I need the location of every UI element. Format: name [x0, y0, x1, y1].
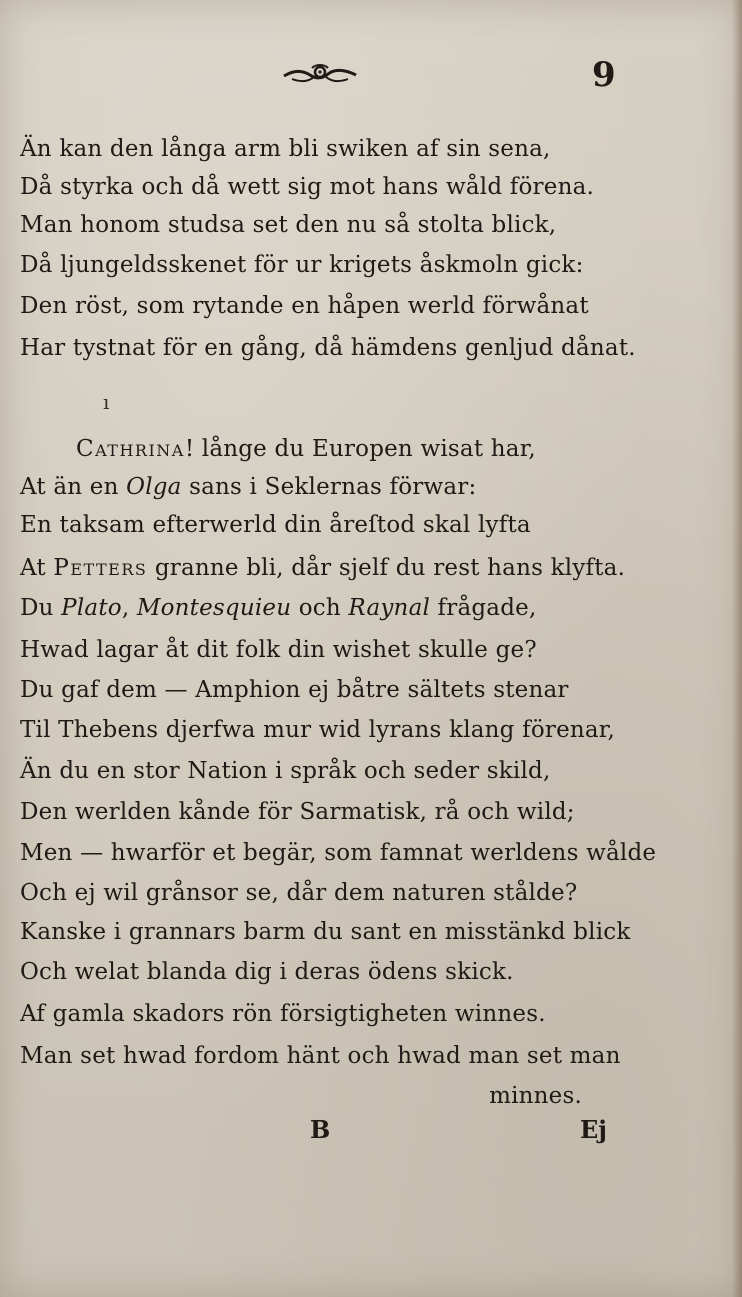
verse-line	[76, 434, 536, 464]
verse-line: Man honom studsa set den nu så stolta blick,	[20, 212, 557, 238]
name-olga: Olga	[126, 474, 182, 500]
verse-line: Man set hwad fordom hänt och hwad man set man	[20, 1043, 621, 1069]
signature-mark: B	[310, 1115, 331, 1144]
verse-line: Du gaf dem — Amphion ej båtre sältets stenar	[20, 677, 569, 703]
printer-ornament-icon	[282, 62, 358, 86]
verse-line	[20, 472, 476, 502]
verse-line: En taksam efterwerld din åreſtod skal lyfta	[20, 512, 531, 538]
verse-fragment: ,	[121, 595, 137, 621]
verse-fragment: frågade,	[430, 595, 537, 621]
verse-fragment: ! långe du Europen wisat har,	[184, 436, 536, 462]
name-plato: Plato	[61, 595, 122, 621]
name-cathrina: Cathrina	[76, 436, 185, 462]
name-petters: Petters	[53, 555, 148, 581]
page-number: 9	[592, 55, 616, 95]
verse-line: Och welat blanda dig i deras ödens skick.	[20, 959, 514, 985]
verse-line: Den werlden kånde för Sarmatisk, rå och wild;	[20, 799, 575, 825]
verse-line: Och ej wil grånsor se, dår dem naturen stålde?	[20, 880, 578, 906]
catchword: Ej	[580, 1115, 607, 1144]
verse-line: Än du en stor Nation i språk och seder skild,	[20, 758, 551, 784]
name-raynal: Raynal	[348, 595, 431, 621]
stray-ink-mark: ı	[103, 390, 110, 414]
verse-fragment: At	[20, 555, 54, 581]
verse-fragment: granne bli, dår sjelf du rest hans klyfta.	[147, 555, 626, 581]
verse-fragment: Du	[20, 595, 62, 621]
name-montesquieu: Montesquieu	[136, 595, 292, 621]
verse-line: Den röst, som rytande en håpen werld förwånat	[20, 293, 589, 319]
verse-line: Hwad lagar åt dit folk din wishet skulle ge?	[20, 637, 537, 663]
verse-line: Men — hwarför et begär, som famnat werldens wålde	[20, 840, 657, 866]
verse-line: Då ljungeldsskenet för ur krigets åskmoln gick:	[20, 252, 584, 278]
verse-fragment: sans i Seklernas förwar:	[181, 474, 477, 500]
verse-line: Har tystnat för en gång, då hämdens genljud dånat.	[20, 335, 636, 361]
verse-line	[20, 553, 625, 583]
page-edge-shadow	[732, 0, 742, 1297]
verse-line: Af gamla skadors rön försigtigheten winnes.	[20, 1001, 546, 1027]
verse-line	[20, 593, 536, 623]
verse-line: Än kan den långa arm bli swiken af sin sena,	[20, 136, 551, 162]
verse-fragment: At än en	[20, 474, 127, 500]
verse-line: Då styrka och då wett sig mot hans wåld förena.	[20, 174, 595, 200]
verse-line: Til Thebens djerfwa mur wid lyrans klang förenar,	[20, 717, 615, 743]
verse-line: minnes.	[489, 1083, 582, 1109]
verse-fragment: och	[291, 595, 349, 621]
verse-line: Kanske i grannars barm du sant en misstänkd blick	[20, 919, 631, 945]
